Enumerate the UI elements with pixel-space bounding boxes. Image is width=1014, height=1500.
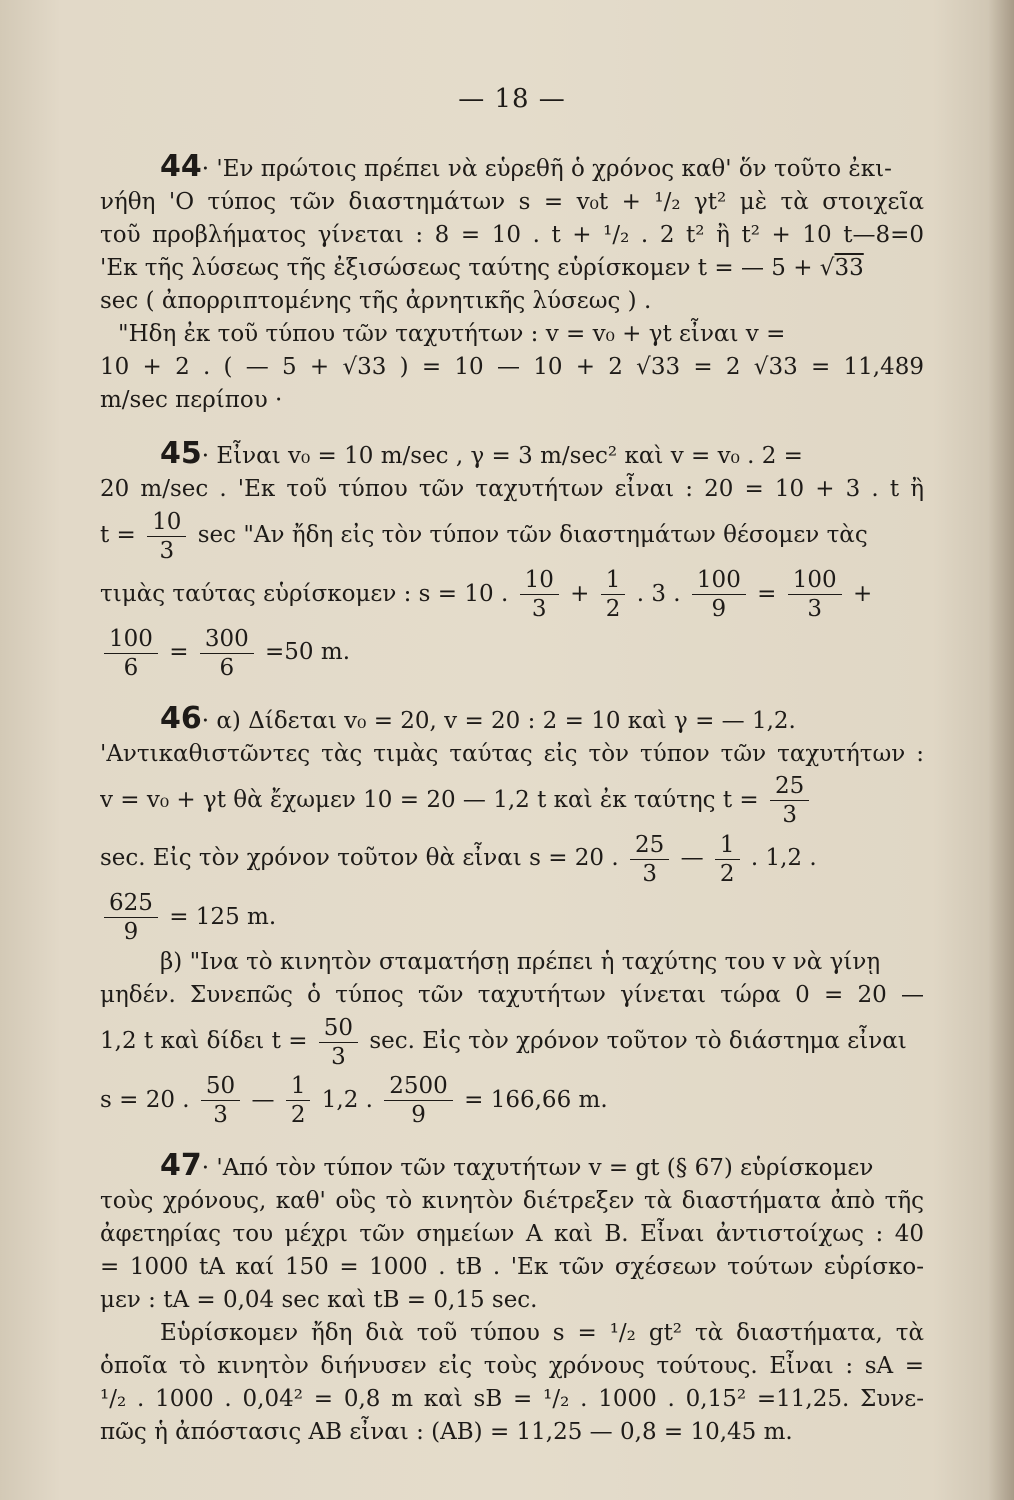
fraction: $\frac{25}{3}$ [630,831,669,888]
problem-45-line-1: 45· Εἶναι v₀ = 10 m/sec , γ = 3 m/sec² καὶ v = v₀ . 2 = [160,437,803,471]
problem-46 [100,702,924,1130]
fraction: $\frac{625}{9}$ [104,889,158,946]
problem-45-number: 45 [160,437,202,471]
problem-45 [100,437,924,682]
problem-47-line-2: τοὺς χρόνους, καθ' οὓς τὸ κινητὸν διέτρεξεν τὰ διαστήματα ἀπὸ τῆς [100,1188,924,1214]
problem-45-line-3: t = $\frac{10}{3}$ sec "Αν ἤδη εἰς τὸν τύπον τῶν διαστημάτων θέσομεν τὰς [100,508,868,564]
fraction: $\frac{300}{6}$ [200,625,254,682]
problem-46-b-line-2: μηδέν. Συνεπῶς ὁ τύπος τῶν ταχυτήτων γίνεται τώρα 0 = 20 — [100,982,924,1008]
fraction: $\frac{10}{3}$ [147,508,186,565]
problem-46-line-3: v = v₀ + γt θὰ ἔχωμεν 10 = 20 — 1,2 t καὶ ἐκ ταύτης t = $\frac{25}{3}$ [100,771,924,830]
page-edge-shadow [988,0,1014,1500]
problem-46-line-4: sec. Εἰς τὸν χρόνον τοῦτον θὰ εἶναι s = 20 . $\frac{25}{3}$ — $\frac{1}{2}$ . 1,2 . [100,831,817,887]
problem-44-line-1: 44· 'Εν πρώτοις πρέπει νὰ εὑρεθῆ ὁ χρόνος καθ' ὅν τοῦτο ἐκι- [160,150,892,184]
problem-44-line-3: τοῦ προβλήματος γίνεται : 8 = 10 . t + ¹/₂ . 2 t² ἢ t² + 10 t—8=0 [100,222,924,248]
problem-44 [100,150,924,417]
fraction: $\frac{1}{2}$ [286,1072,311,1129]
problem-44-line-7: 10 + 2 . ( — 5 + √33 ) = 10 — 10 + 2 √33 = 2 √33 = 11,489 [100,354,924,380]
fraction: $\frac{1}{2}$ [715,831,740,888]
problem-47-line-8: ¹/₂ . 1000 . 0,04² = 0,8 m καὶ sB = ¹/₂ . 1000 . 0,15² =11,25. Συνε- [100,1386,924,1412]
problem-47-line-9: πῶς ἡ ἀπόστασις AB εἶναι : (AB) = 11,25 — 0,8 = 10,45 m. [100,1419,793,1445]
problem-44-number: 44 [160,150,202,184]
problem-47-line-4: = 1000 tA καί 150 = 1000 . tB . 'Εκ τῶν σχέσεων τούτων εὑρίσκο- [100,1254,924,1280]
problem-45-line-2: 20 m/sec . 'Εκ τοῦ τύπου τῶν ταχυτήτων εἶναι : 20 = 10 + 3 . t ἢ [100,476,924,502]
fraction: $\frac{1}{2}$ [601,566,626,623]
problem-46-b-line-1: β) "Ινα τὸ κινητὸν σταματήσῃ πρέπει ἡ ταχύτης του v νὰ γίνῃ [160,949,881,975]
problem-44-line-6: "Ηδη ἐκ τοῦ τύπου τῶν ταχυτήτων : v = v₀ + γt εἶναι v = [118,321,786,347]
problem-47-line-7: ὁποῖα τὸ κινητὸν διήνυσεν εἰς τοὺς χρόνους τούτους. Εἶναι : sA = [100,1353,924,1379]
problem-47-line-6: Εὑρίσκομεν ἤδη διὰ τοῦ τύπου s = ¹/₂ gt² τὰ διαστήματα, τὰ [160,1320,924,1346]
problem-47 [100,1149,924,1449]
problem-47-line-3: ἀφετηρίας του μέχρι τῶν σημείων A καὶ B. Εἶναι ἀντιστοίχως : 40 [100,1221,924,1247]
problem-46-line-5: $\frac{625}{9}$ = 125 m. [100,888,924,947]
problem-46-line-2: 'Αντικαθιστῶντες τὰς τιμὰς ταύτας εἰς τὸν τύπον τῶν ταχυτήτων : [100,740,924,767]
fraction: $\frac{50}{3}$ [201,1072,240,1129]
problem-47-line-1: 47· 'Από τὸν τύπον τῶν ταχυτήτων v = gt (§ 67) εὑρίσκομεν [160,1149,874,1183]
problem-46-number: 46 [160,701,202,736]
fraction: $\frac{50}{3}$ [319,1014,358,1071]
problem-45-line-4: τιμὰς ταύτας εὑρίσκομεν : s = 10 . $\frac{10}{3}$ + $\frac{1}{2}$ . 3 . $\frac{100}{9}$ = $\frac{100}{3}$ + [100,567,873,622]
problem-45-line-5: $\frac{100}{6}$ = $\frac{300}{6}$ =50 m. [100,623,924,682]
problem-47-number: 47 [160,1149,202,1183]
problem-44-line-8: m/sec περίπου · [100,387,283,413]
problem-46-b-line-3: 1,2 t καὶ δίδει t = $\frac{50}{3}$ sec. Εἰς τὸν χρόνον τοῦτον τὸ διάστημα εἶναι [100,1014,907,1070]
fraction: $\frac{25}{3}$ [770,772,809,829]
fraction: $\frac{2500}{9}$ [384,1072,453,1129]
fraction: $\frac{100}{6}$ [104,625,158,682]
fraction: $\frac{100}{3}$ [788,566,842,623]
problem-44-line-2: νήθη 'Ο τύπος τῶν διαστημάτων s = v₀t + ¹/₂ γt² μὲ τὰ στοιχεῖα [100,189,924,215]
problem-46-line-1: 46· α) Δίδεται v₀ = 20, v = 20 : 2 = 10 καὶ γ = — 1,2. [160,701,796,736]
problem-44-line-4: 'Εκ τῆς λύσεως τῆς ἐξισώσεως ταύτης εὑρίσκομεν t = — 5 + √33 [100,255,864,281]
problem-47-line-5: μεν : tA = 0,04 sec καὶ tB = 0,15 sec. [100,1287,538,1313]
problem-46-b-line-4: s = 20 . $\frac{50}{3}$ — $\frac{1}{2}$ 1,2 . $\frac{2500}{9}$ = 166,66 m. [100,1073,608,1128]
page-number: — 18 — [458,84,566,114]
problem-44-line-5: sec ( ἀπορριπτομένης τῆς ἀρνητικῆς λύσεως ) . [100,288,652,314]
fraction: $\frac{100}{9}$ [692,566,746,623]
fraction: $\frac{10}{3}$ [520,566,559,623]
